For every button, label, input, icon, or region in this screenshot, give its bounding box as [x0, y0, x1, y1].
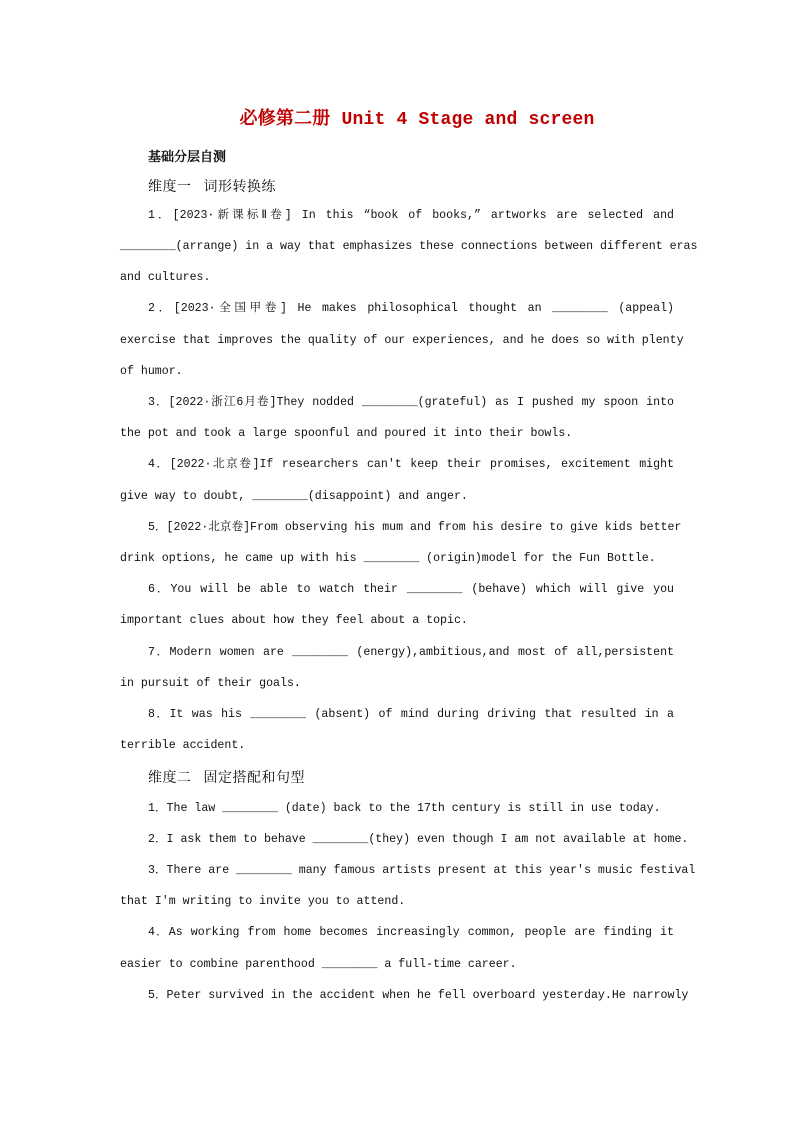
text-line: exercise that improves the quality of our experiences, and he does so with plenty — [120, 334, 684, 347]
text-line: 2．[2023·全国甲卷] He makes philosophical thought an ________ (appeal) — [148, 302, 674, 315]
text-line: of humor. — [120, 365, 183, 378]
page-title: 必修第二册 Unit 4 Stage and screen — [239, 110, 595, 130]
text-line: ________(arrange) in a way that emphasizes these connections between different eras — [120, 240, 698, 253]
text-line: give way to doubt, ________(disappoint) and anger. — [120, 490, 468, 503]
text-line: 7．Modern women are ________ (energy),ambitious,and most of all,persistent — [148, 646, 674, 659]
text-line: the pot and took a large spoonful and poured it into their bowls. — [120, 427, 573, 440]
text-line: that I'm writing to invite you to attend. — [120, 895, 406, 908]
text-line: 3．There are ________ many famous artists present at this year's music festival — [148, 864, 696, 877]
text-line: 3．[2022·浙江6月卷]They nodded ________(grateful) as I pushed my spoon into — [148, 396, 674, 409]
text-line: and cultures. — [120, 271, 211, 284]
text-line: drink options, he came up with his ________ (origin)model for the Fun Bottle. — [120, 552, 656, 565]
text-line: 6．You will be able to watch their ________ (behave) which will give you — [148, 583, 674, 596]
text-line: 2．I ask them to behave ________(they) even though I am not available at home. — [148, 833, 689, 846]
dimension-one-heading — [148, 176, 276, 196]
text-line: 4．[2022·北京卷]If researchers can't keep their promises, excitement might — [148, 458, 674, 471]
text-line: in pursuit of their goals. — [120, 677, 301, 690]
dimension-two-heading — [148, 767, 305, 787]
text-line: 1．The law ________ (date) back to the 17th century is still in use today. — [148, 802, 661, 815]
text-line: 5．[2022·北京卷]From observing his mum and from his desire to give kids better — [148, 521, 682, 534]
dimension-one-name: 词形转换练 — [203, 179, 276, 195]
section-heading: 基础分层自测 — [148, 150, 227, 165]
text-line: 4．As working from home becomes increasingly common, people are finding it — [148, 926, 674, 939]
text-line: 5．Peter survived in the accident when he fell overboard yesterday.He narrowly — [148, 989, 689, 1002]
dimension-two-label: 维度二 — [148, 770, 192, 786]
text-line: 8．It was his ________ (absent) of mind during driving that resulted in a — [148, 708, 674, 721]
dimension-two-name: 固定搭配和句型 — [203, 770, 305, 786]
text-line: terrible accident. — [120, 739, 246, 752]
text-line: 1．[2023·新课标Ⅱ卷] In this “book of books,” artworks are selected and — [148, 209, 674, 222]
dimension-one-label: 维度一 — [148, 179, 192, 195]
text-line: important clues about how they feel about a topic. — [120, 614, 468, 627]
text-line: easier to combine parenthood ________ a full-time career. — [120, 958, 517, 971]
